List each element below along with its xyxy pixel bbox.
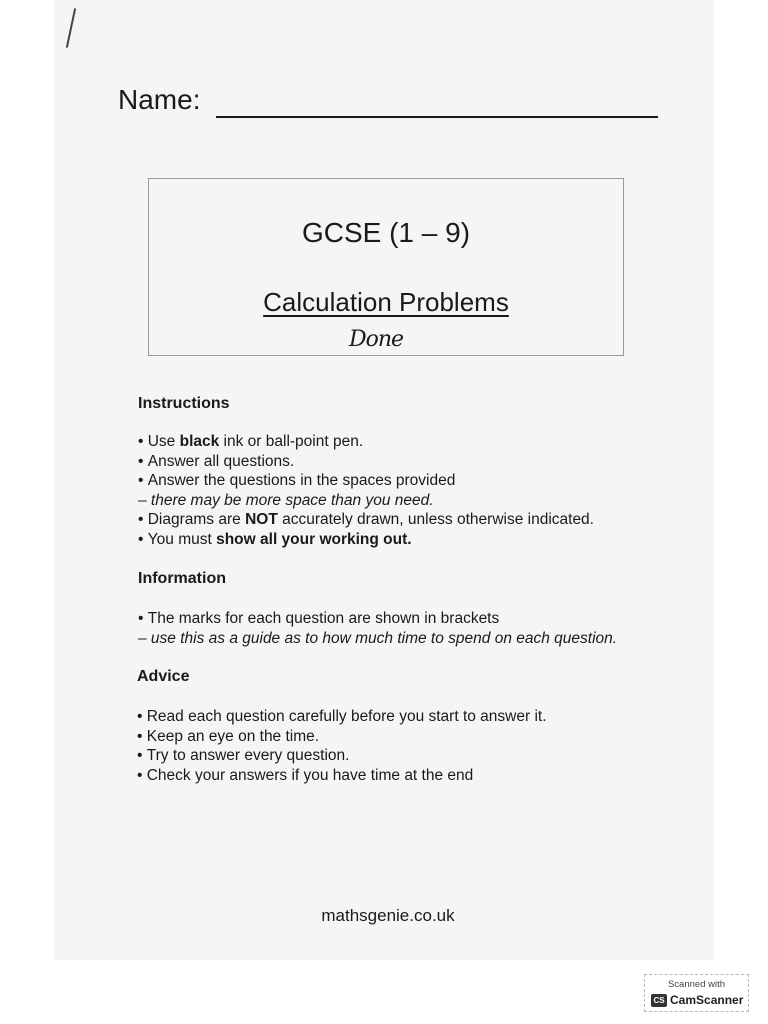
- title-box: [148, 178, 624, 356]
- instructions-heading: Instructions: [138, 395, 230, 412]
- list-item: • Answer the questions in the spaces provided: [138, 471, 594, 491]
- list-item: • Check your answers if you have time at the end: [137, 766, 547, 786]
- name-label: Name:: [118, 84, 201, 115]
- camscanner-logo-icon: CS: [651, 994, 667, 1007]
- list-item: • Try to answer every question.: [137, 746, 547, 766]
- camscanner-name: CamScanner: [670, 993, 744, 1007]
- topic-title: Calculation Problems: [263, 287, 509, 317]
- advice-heading: Advice: [137, 668, 190, 685]
- list-item: • Use black ink or ball-point pen.: [138, 432, 594, 452]
- list-item: • Diagrams are NOT accurately drawn, unless otherwise indicated.: [138, 510, 594, 530]
- scanned-with-label: Scanned with: [667, 979, 726, 990]
- footer-website: mathsgenie.co.uk: [321, 906, 455, 925]
- advice-list: [137, 707, 547, 785]
- information-heading: Information: [138, 570, 226, 587]
- name-line: [216, 116, 658, 118]
- list-item: • Keep an eye on the time.: [137, 727, 547, 747]
- list-item: – there may be more space than you need.: [138, 491, 434, 509]
- name-field: [118, 84, 663, 124]
- list-item: • Answer all questions.: [138, 452, 594, 472]
- list-item: • The marks for each question are shown in brackets: [138, 609, 617, 629]
- information-list: [138, 609, 617, 648]
- list-item: • You must show all your working out.: [138, 530, 594, 550]
- handwritten-note: Done: [349, 327, 404, 352]
- instructions-list: [138, 432, 594, 550]
- list-item: • Read each question carefully before you start to answer it.: [137, 707, 547, 727]
- camscanner-badge: [644, 974, 749, 1012]
- list-item: – use this as a guide as to how much time to spend on each question.: [138, 629, 618, 647]
- subject-title: GCSE (1 – 9): [301, 217, 471, 248]
